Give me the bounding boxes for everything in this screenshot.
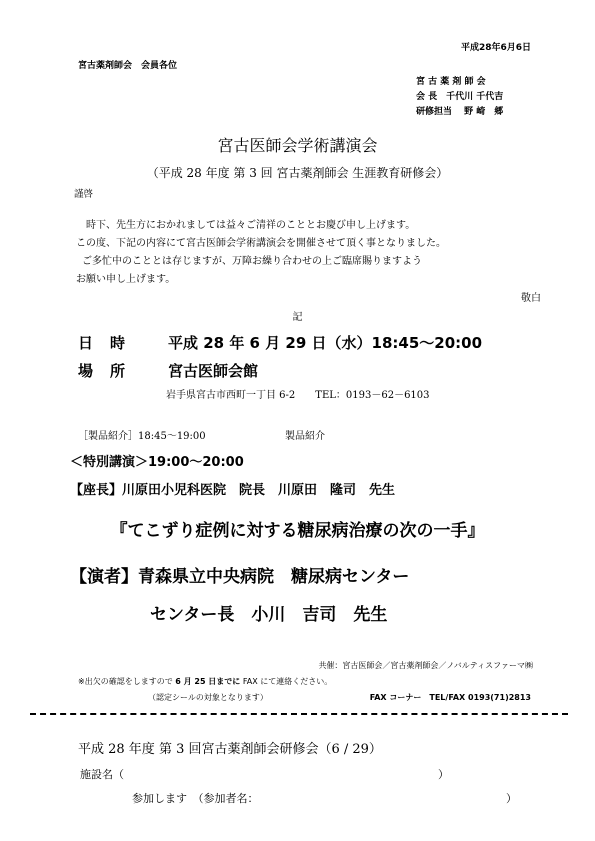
attendee-label: 参加します （参加者名： (132, 792, 259, 805)
reply-form-title: 平成 28 年度 第 3 回宮古薬剤師会研修会（6 / 29） (78, 742, 382, 757)
issue-date: 平成28年6月6日 (460, 43, 531, 53)
rsvp-deadline: 6 月 25 日までに (175, 677, 241, 686)
cohost-note: 共催：宮古医師会／宮古薬剤師会／ノバルティスファーマ㈱ (318, 661, 533, 670)
seal-note: （認定シールの対象となります） (148, 693, 268, 702)
rsvp-notice-prefix: ※出欠の確認をしますので (78, 677, 176, 686)
greeting-line-4: お願い申し上げます。 (76, 274, 176, 285)
speaker-name: センター長 小川 吉司 先生 (150, 605, 388, 625)
facility-name-close: ） (438, 768, 449, 781)
chairperson: 【座長】川原田小児科医院 院長 川原田 隆司 先生 (70, 483, 396, 498)
cut-line-divider (30, 713, 568, 715)
product-intro-time: ［製品紹介］18:45～19:00 (78, 431, 206, 442)
greeting-line-2: この度、下記の内容にて宮古医師会学術講演会を開催させて頂く事となりました。 (76, 238, 446, 249)
recipient: 宮古薬剤師会 会員各位 (78, 61, 178, 71)
ki-marker: 記 (292, 312, 303, 323)
facility-name-label: 施設名（ (80, 768, 124, 781)
speaker-affiliation: 【演者】青森県立中央病院 糖尿病センター (70, 567, 410, 587)
sender-president: 会 長 千代川 千代吉 (416, 92, 504, 102)
sender-org: 宮 古 薬 剤 師 会 (416, 77, 486, 87)
venue-label: 場 所 (78, 362, 127, 380)
fax-info: FAX コーナー TEL/FAX 0193(71)2813 (369, 693, 531, 702)
sender-contact: 研修担当 野 崎 郷 (416, 107, 504, 117)
greeting-line-3: ご多忙中のこととは存じますが、万障お繰り合わせの上ご臨席賜りますよう (82, 256, 422, 267)
product-intro-label: 製品紹介 (285, 431, 325, 442)
rsvp-notice-suffix: FAX にて連絡ください。 (240, 677, 333, 686)
greeting-line-1: 時下、先生方におかれましては益々ご清祥のこととお慶び申し上げます。 (86, 220, 416, 231)
rsvp-notice (78, 676, 332, 687)
attendee-close: ） (506, 792, 517, 805)
datetime-value: 平成 28 年 6 月 29 日（水）18:45～20:00 (168, 334, 483, 352)
document-title: 宮古医師会学術講演会 (217, 136, 378, 155)
venue-address: 岩手県宮古市西町一丁目 6-2 TEL：0193－62－6103 (166, 390, 430, 401)
special-lecture: ＜特別講演＞19:00～20:00 (70, 455, 244, 470)
venue-value: 宮古医師会館 (168, 362, 259, 380)
document-subtitle: （平成 28 年度 第 3 回 宮古薬剤師会 生涯教育研修会） (146, 166, 449, 180)
lecture-theme: 『てこずり症例に対する糖尿病治療の次の一手』 (110, 521, 485, 541)
greeting-closing: 敬白 (521, 293, 541, 304)
greeting-opening: 謹啓 (74, 189, 94, 200)
datetime-label: 日 時 (78, 334, 127, 352)
